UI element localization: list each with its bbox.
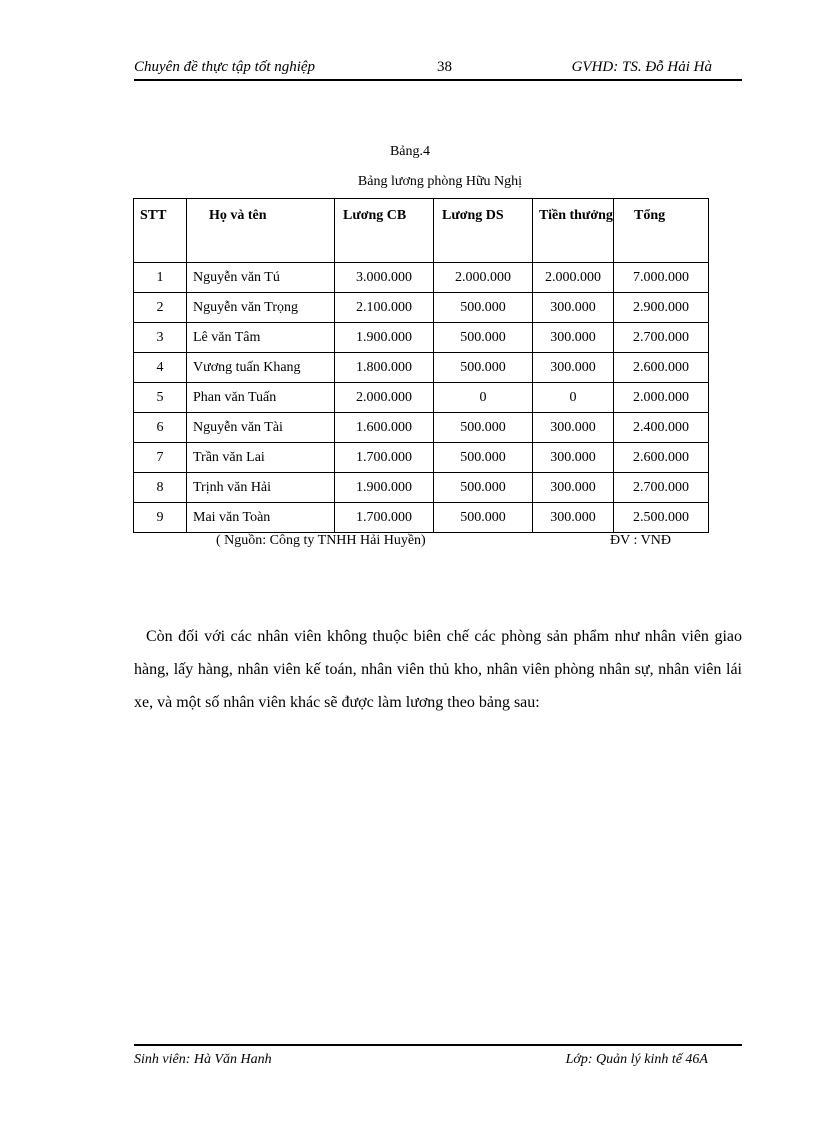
page-number: 38 [437,59,452,75]
table-row [134,263,709,293]
table-label: Bảng.4 [389,144,431,159]
cell-name: Mai văn Toàn [187,503,335,533]
table-source: ( Nguồn: Công ty TNHH Hải Huyền) [216,533,426,548]
cell-stt: 8 [134,473,187,503]
cell-bonus: 300.000 [533,293,614,323]
header-cell-bonus: Tiền thưởng [533,199,614,263]
cell-total: 2.700.000 [614,473,709,503]
salary-table [133,198,709,533]
cell-base-salary: 2.000.000 [335,383,434,413]
cell-sales-salary: 0 [434,383,533,413]
cell-base-salary: 3.000.000 [335,263,434,293]
cell-stt: 6 [134,413,187,443]
cell-stt: 1 [134,263,187,293]
table-header-row [134,199,709,263]
cell-total: 2.600.000 [614,353,709,383]
cell-stt: 4 [134,353,187,383]
page-header [134,59,742,81]
cell-total: 2.400.000 [614,413,709,443]
cell-base-salary: 1.900.000 [335,473,434,503]
cell-sales-salary: 500.000 [434,503,533,533]
cell-bonus: 300.000 [533,473,614,503]
header-supervisor: GVHD: TS. Đỗ Hải Hà [571,59,712,75]
cell-total: 7.000.000 [614,263,709,293]
cell-sales-salary: 2.000.000 [434,263,533,293]
cell-total: 2.500.000 [614,503,709,533]
cell-total: 2.900.000 [614,293,709,323]
body-paragraph: Còn đối với các nhân viên không thuộc biên chế các phòng sản phẩm như nhân viên giao hàng, lấy hàng, nhân viên kế toán, nhân viên thủ kho, nhân viên phòng nhân sự, nhân viên lái xe, và một số nhân viên khác sẽ được làm lương theo bảng sau: [134,628,742,711]
header-cell-name: Họ và tên [187,199,335,263]
cell-name: Phan văn Tuấn [187,383,335,413]
cell-name: Trần văn Lai [187,443,335,473]
table-row [134,353,709,383]
cell-bonus: 300.000 [533,443,614,473]
footer-student: Sinh viên: Hà Văn Hanh [134,1052,272,1067]
cell-bonus: 300.000 [533,503,614,533]
cell-stt: 5 [134,383,187,413]
header-cell-base-salary: Lương CB [335,199,434,263]
cell-sales-salary: 500.000 [434,353,533,383]
cell-base-salary: 1.900.000 [335,323,434,353]
cell-sales-salary: 500.000 [434,293,533,323]
cell-base-salary: 1.600.000 [335,413,434,443]
cell-sales-salary: 500.000 [434,473,533,503]
cell-stt: 9 [134,503,187,533]
table-row [134,413,709,443]
cell-name: Nguyễn văn Trọng [187,293,335,323]
table-row [134,443,709,473]
cell-base-salary: 1.700.000 [335,503,434,533]
table-row [134,473,709,503]
cell-name: Lê văn Tâm [187,323,335,353]
header-cell-stt: STT [134,199,187,263]
currency-unit: ĐV : VNĐ [610,533,671,548]
table-row [134,293,709,323]
table-row [134,383,709,413]
cell-stt: 2 [134,293,187,323]
header-thesis-title: Chuyên đề thực tập tốt nghiệp [134,59,316,75]
table-title: Bảng lương phòng Hữu Nghị [357,174,523,189]
cell-bonus: 300.000 [533,413,614,443]
cell-name: Nguyễn văn Tài [187,413,335,443]
table-body [134,263,709,533]
cell-bonus: 0 [533,383,614,413]
cell-stt: 3 [134,323,187,353]
cell-bonus: 300.000 [533,323,614,353]
table-row [134,323,709,353]
cell-total: 2.000.000 [614,383,709,413]
page-footer [134,1044,742,1070]
cell-bonus: 2.000.000 [533,263,614,293]
cell-base-salary: 2.100.000 [335,293,434,323]
footer-class: Lớp: Quản lý kinh tế 46A [565,1052,708,1067]
table-row [134,503,709,533]
header-cell-total: Tổng [614,199,709,263]
header-cell-sales-salary: Lương DS [434,199,533,263]
cell-total: 2.700.000 [614,323,709,353]
cell-sales-salary: 500.000 [434,413,533,443]
cell-total: 2.600.000 [614,443,709,473]
cell-base-salary: 1.800.000 [335,353,434,383]
cell-sales-salary: 500.000 [434,323,533,353]
cell-name: Vương tuấn Khang [187,353,335,383]
cell-sales-salary: 500.000 [434,443,533,473]
cell-bonus: 300.000 [533,353,614,383]
cell-name: Nguyễn văn Tú [187,263,335,293]
cell-stt: 7 [134,443,187,473]
cell-name: Trịnh văn Hải [187,473,335,503]
cell-base-salary: 1.700.000 [335,443,434,473]
